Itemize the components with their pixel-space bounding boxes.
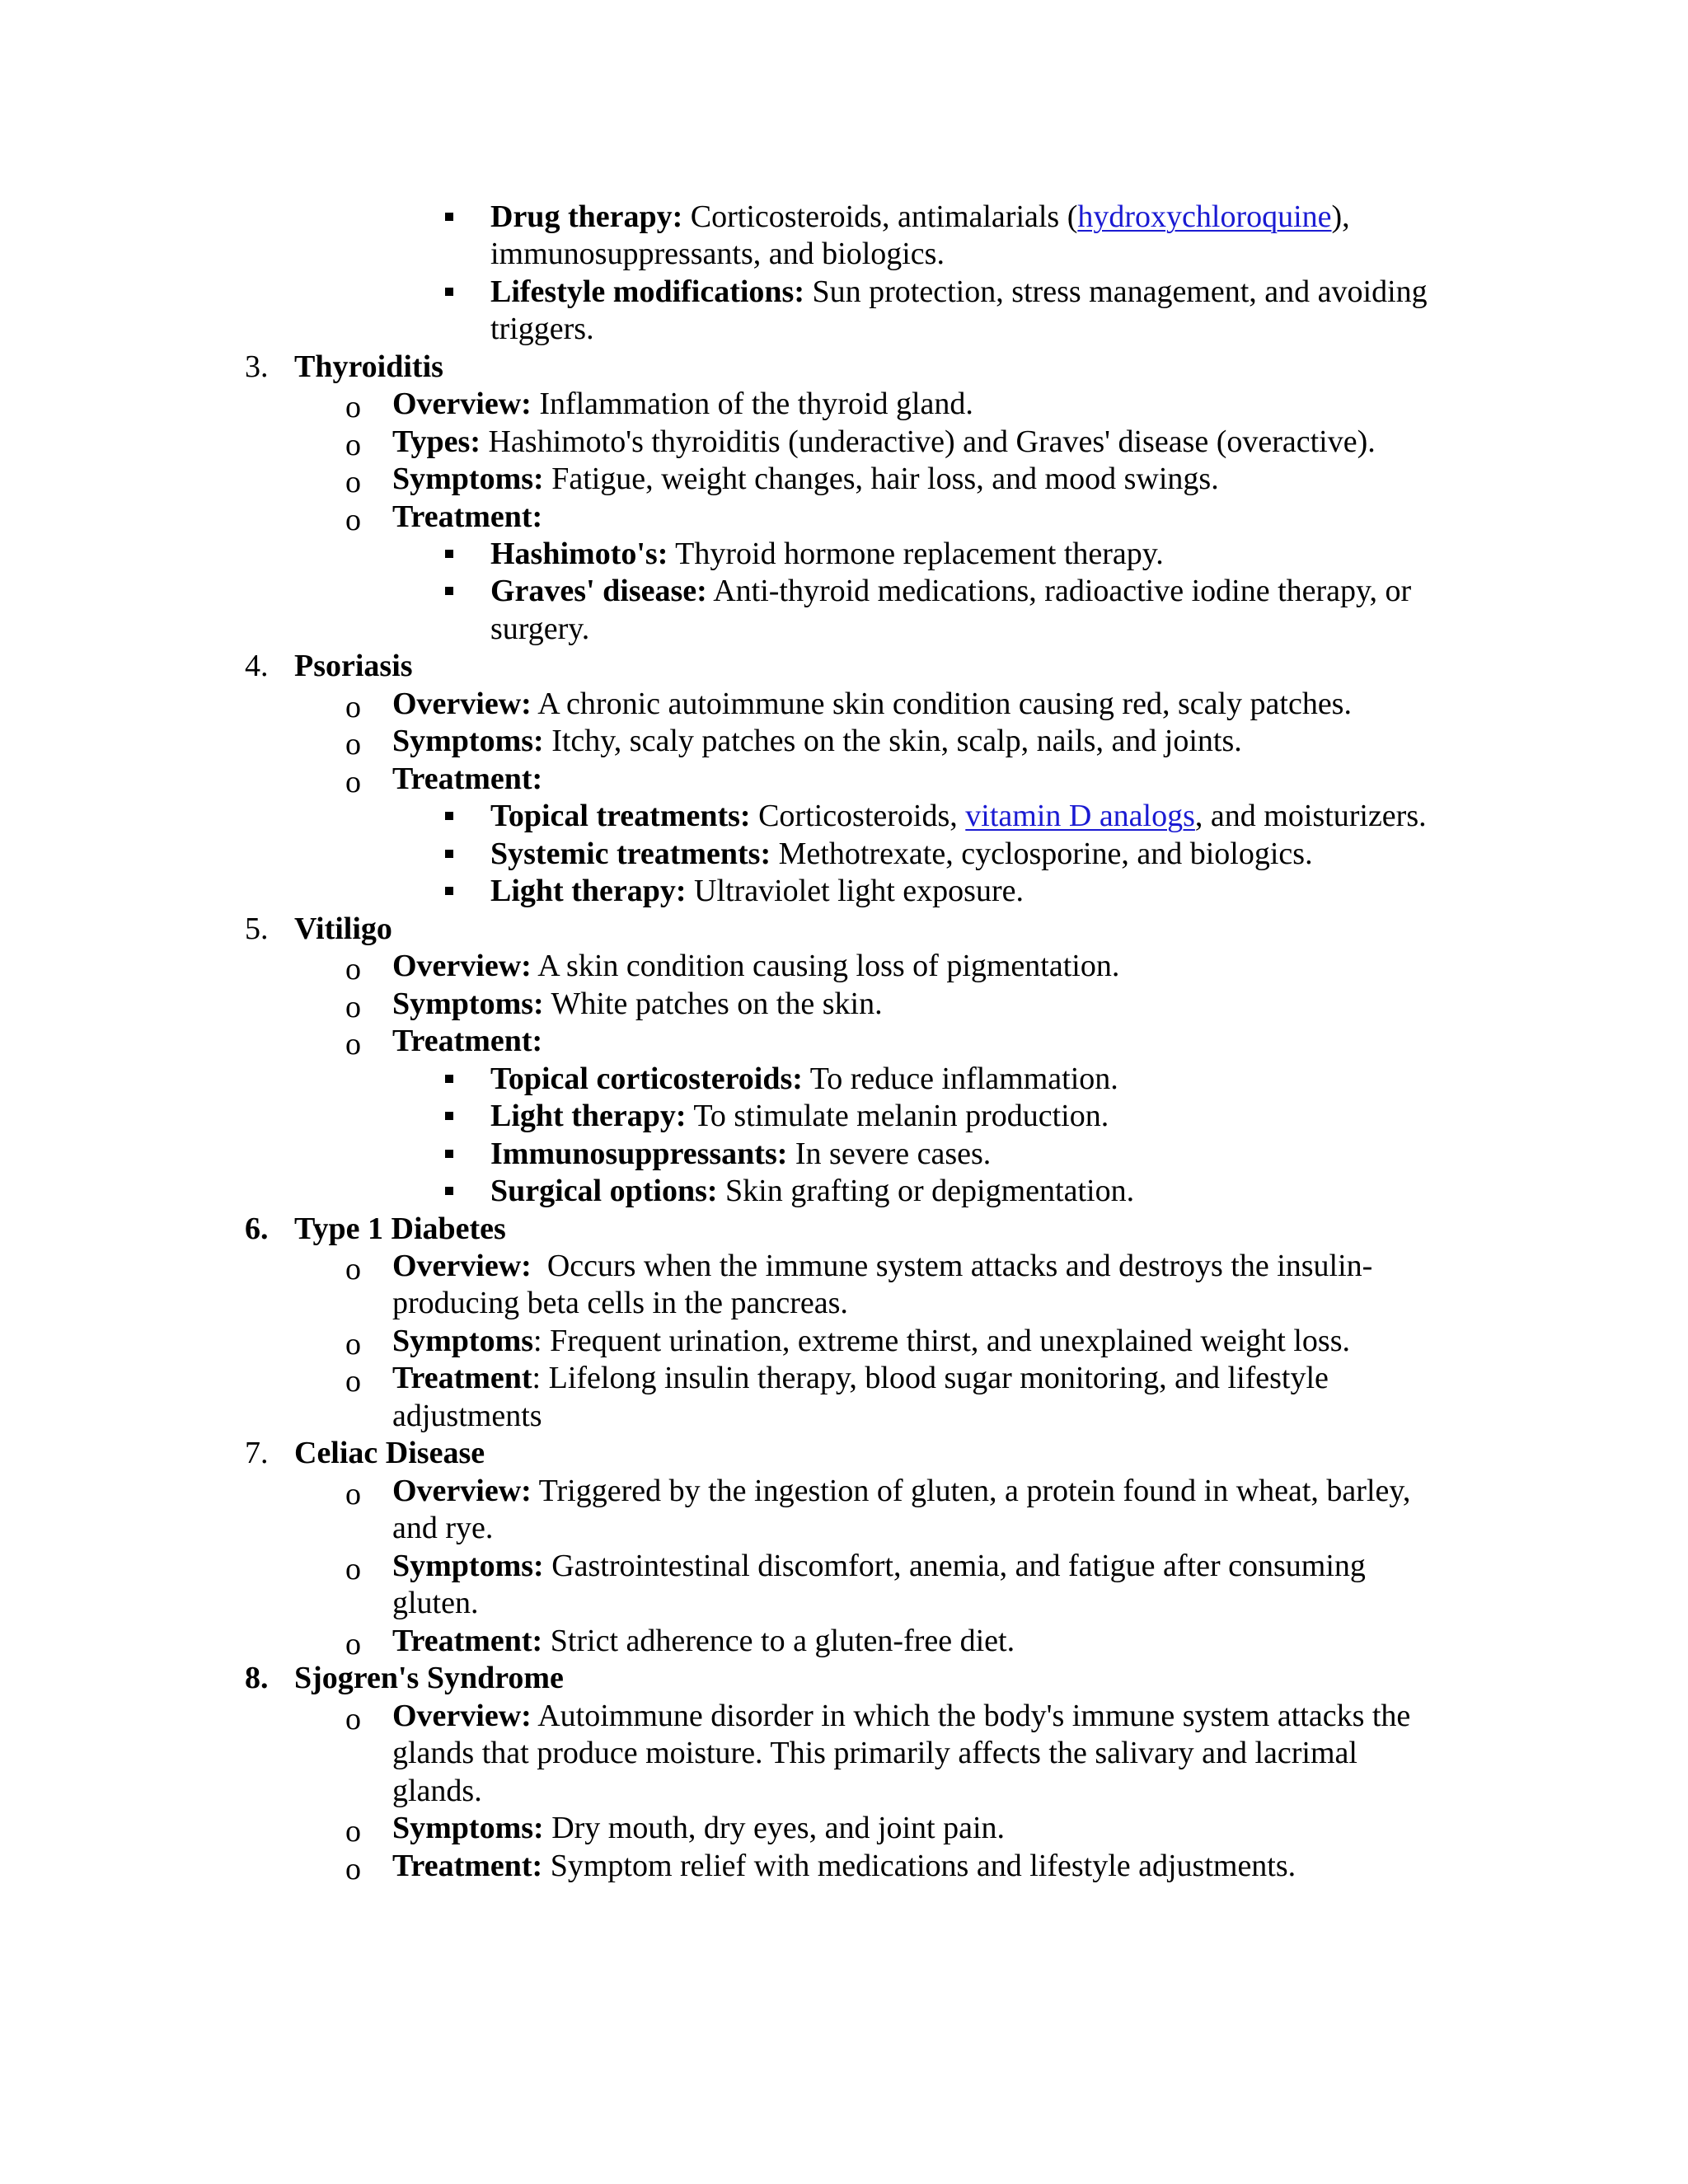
item-text: ),: [1331, 199, 1350, 234]
item-label: Overview:: [392, 687, 532, 721]
circle-bullet: o: [345, 1027, 361, 1062]
item-label: Symptoms:: [392, 987, 544, 1021]
item-text: Strict adherence to a gluten-free diet.: [542, 1624, 1015, 1658]
item-label: Symptoms:: [392, 1549, 544, 1583]
item-label: Lifestyle modifications:: [490, 274, 805, 309]
item-label: Treatment:: [392, 1024, 543, 1058]
item-label: Symptoms:: [392, 462, 544, 496]
item-label: Surgical options:: [490, 1174, 718, 1208]
section-title: Thyroiditis: [294, 349, 443, 384]
circle-bullet: o: [345, 390, 361, 424]
item-label: Treatment:: [392, 1849, 543, 1883]
item-text: adjustments: [392, 1399, 542, 1433]
item-label: Symptoms:: [392, 724, 544, 758]
item-text: glands.: [392, 1774, 482, 1808]
item-text: Hashimoto's thyroiditis (underactive) and Graves' disease (overactive).: [480, 424, 1376, 459]
section-number: 6.: [245, 1212, 269, 1246]
section-title: Vitiligo: [294, 912, 392, 946]
item-text: Symptom relief with medications and lifestyle adjustments.: [542, 1849, 1296, 1883]
hydroxychloroquine-link[interactable]: hydroxychloroquine: [1077, 199, 1332, 234]
section-title: Sjogren's Syndrome: [294, 1661, 564, 1695]
item-text: White patches on the skin.: [543, 987, 883, 1021]
square-bullet: [445, 213, 453, 221]
item-text: immunosuppressants, and biologics.: [490, 237, 945, 271]
circle-bullet: o: [345, 1327, 361, 1361]
item-label: Systemic treatments:: [490, 837, 771, 871]
item-text: Sun protection, stress management, and avoiding: [804, 274, 1428, 309]
item-text: Corticosteroids, antimalarials (: [682, 199, 1078, 234]
item-text: Dry mouth, dry eyes, and joint pain.: [543, 1811, 1006, 1845]
circle-bullet: o: [345, 727, 361, 762]
square-bullet: [445, 1112, 453, 1120]
item-text: gluten.: [392, 1586, 479, 1620]
item-text: A skin condition causing loss of pigmentation.: [531, 949, 1120, 983]
item-label: Topical corticosteroids:: [490, 1062, 803, 1096]
square-bullet: [445, 887, 453, 895]
item-label: Overview:: [392, 1699, 532, 1733]
item-text: Methotrexate, cyclosporine, and biologics.: [771, 837, 1313, 871]
square-bullet: [445, 812, 453, 820]
circle-bullet: o: [345, 1252, 361, 1286]
item-text: Gastrointestinal discomfort, anemia, and fatigue after consuming: [543, 1549, 1366, 1583]
square-bullet: [445, 850, 453, 858]
item-label: Treatment:: [392, 762, 543, 796]
item-label: Overview:: [392, 1249, 532, 1283]
circle-bullet: o: [345, 952, 361, 987]
item-text: Autoimmune disorder in which the body's immune system attacks the: [531, 1699, 1411, 1733]
square-bullet: [445, 1187, 453, 1195]
item-text: Corticosteroids,: [750, 799, 966, 833]
item-label: Light therapy:: [490, 1099, 687, 1133]
square-bullet: [445, 1075, 453, 1083]
square-bullet: [445, 288, 453, 296]
circle-bullet: o: [345, 465, 361, 499]
item-text: glands that produce moisture. This primarily affects the salivary and lacrimal: [392, 1736, 1357, 1770]
item-label: Overview:: [392, 387, 532, 421]
item-text: surgery.: [490, 612, 590, 646]
circle-bullet: o: [345, 503, 361, 537]
item-text: , and moisturizers.: [1194, 799, 1427, 833]
circle-bullet: o: [345, 690, 361, 724]
circle-bullet: o: [345, 428, 361, 462]
circle-bullet: o: [345, 1627, 361, 1661]
circle-bullet: o: [345, 1814, 361, 1849]
item-text: : Frequent urination, extreme thirst, and unexplained weight loss.: [533, 1324, 1350, 1358]
vitamin-d-analogs-link[interactable]: vitamin D analogs: [965, 799, 1195, 833]
item-text: Ultraviolet light exposure.: [686, 874, 1024, 908]
item-text: A chronic autoimmune skin condition causing red, scaly patches.: [531, 687, 1352, 721]
item-text: and rye.: [392, 1511, 494, 1545]
square-bullet: [445, 550, 453, 558]
section-title: Psoriasis: [294, 649, 413, 683]
item-label: Light therapy:: [490, 874, 687, 908]
item-label: Treatment: [392, 1361, 532, 1395]
item-text: To stimulate melanin production.: [686, 1099, 1109, 1133]
item-label: Types:: [392, 424, 481, 459]
item-text: Anti-thyroid medications, radioactive iodine therapy, or: [706, 574, 1412, 608]
item-label: Drug therapy:: [490, 199, 683, 234]
item-text: Skin grafting or depigmentation.: [717, 1174, 1135, 1208]
section-number: 8.: [245, 1661, 269, 1695]
item-label: Symptoms: [392, 1324, 534, 1358]
item-text: Triggered by the ingestion of gluten, a protein found in wheat, barley,: [531, 1474, 1411, 1508]
circle-bullet: o: [345, 990, 361, 1024]
item-label: Symptoms:: [392, 1811, 544, 1845]
section-number: 3.: [245, 349, 269, 384]
circle-bullet: o: [345, 1477, 361, 1511]
item-label: Treatment:: [392, 499, 543, 534]
square-bullet: [445, 1150, 453, 1158]
item-label: Overview:: [392, 1474, 532, 1508]
section-number: 4.: [245, 649, 269, 683]
item-text: Itchy, scaly patches on the skin, scalp, nails, and joints.: [543, 724, 1242, 758]
circle-bullet: o: [345, 1364, 361, 1399]
item-text: In severe cases.: [787, 1137, 992, 1171]
item-label: Immunosuppressants:: [490, 1137, 788, 1171]
item-text: Thyroid hormone replacement therapy.: [668, 537, 1164, 571]
item-text: Fatigue, weight changes, hair loss, and mood swings.: [543, 462, 1219, 496]
item-text: triggers.: [490, 312, 594, 346]
section-title: Celiac Disease: [294, 1436, 485, 1470]
section-title: Type 1 Diabetes: [294, 1212, 506, 1246]
item-text: To reduce inflammation.: [802, 1062, 1118, 1096]
item-label: Treatment:: [392, 1624, 543, 1658]
section-number: 5.: [245, 912, 269, 946]
item-label: Overview:: [392, 949, 532, 983]
circle-bullet: o: [345, 765, 361, 799]
item-label: Graves' disease:: [490, 574, 707, 608]
item-label: Topical treatments:: [490, 799, 751, 833]
section-number: 7.: [245, 1436, 269, 1470]
item-text: Inflammation of the thyroid gland.: [531, 387, 973, 421]
item-text: producing beta cells in the pancreas.: [392, 1286, 848, 1320]
circle-bullet: o: [345, 1552, 361, 1586]
item-label: Hashimoto's:: [490, 537, 668, 571]
circle-bullet: o: [345, 1702, 361, 1736]
square-bullet: [445, 587, 453, 595]
circle-bullet: o: [345, 1852, 361, 1886]
item-text: : Lifelong insulin therapy, blood sugar monitoring, and lifestyle: [532, 1361, 1329, 1395]
item-text: Occurs when the immune system attacks and destroys the insulin-: [531, 1249, 1373, 1283]
